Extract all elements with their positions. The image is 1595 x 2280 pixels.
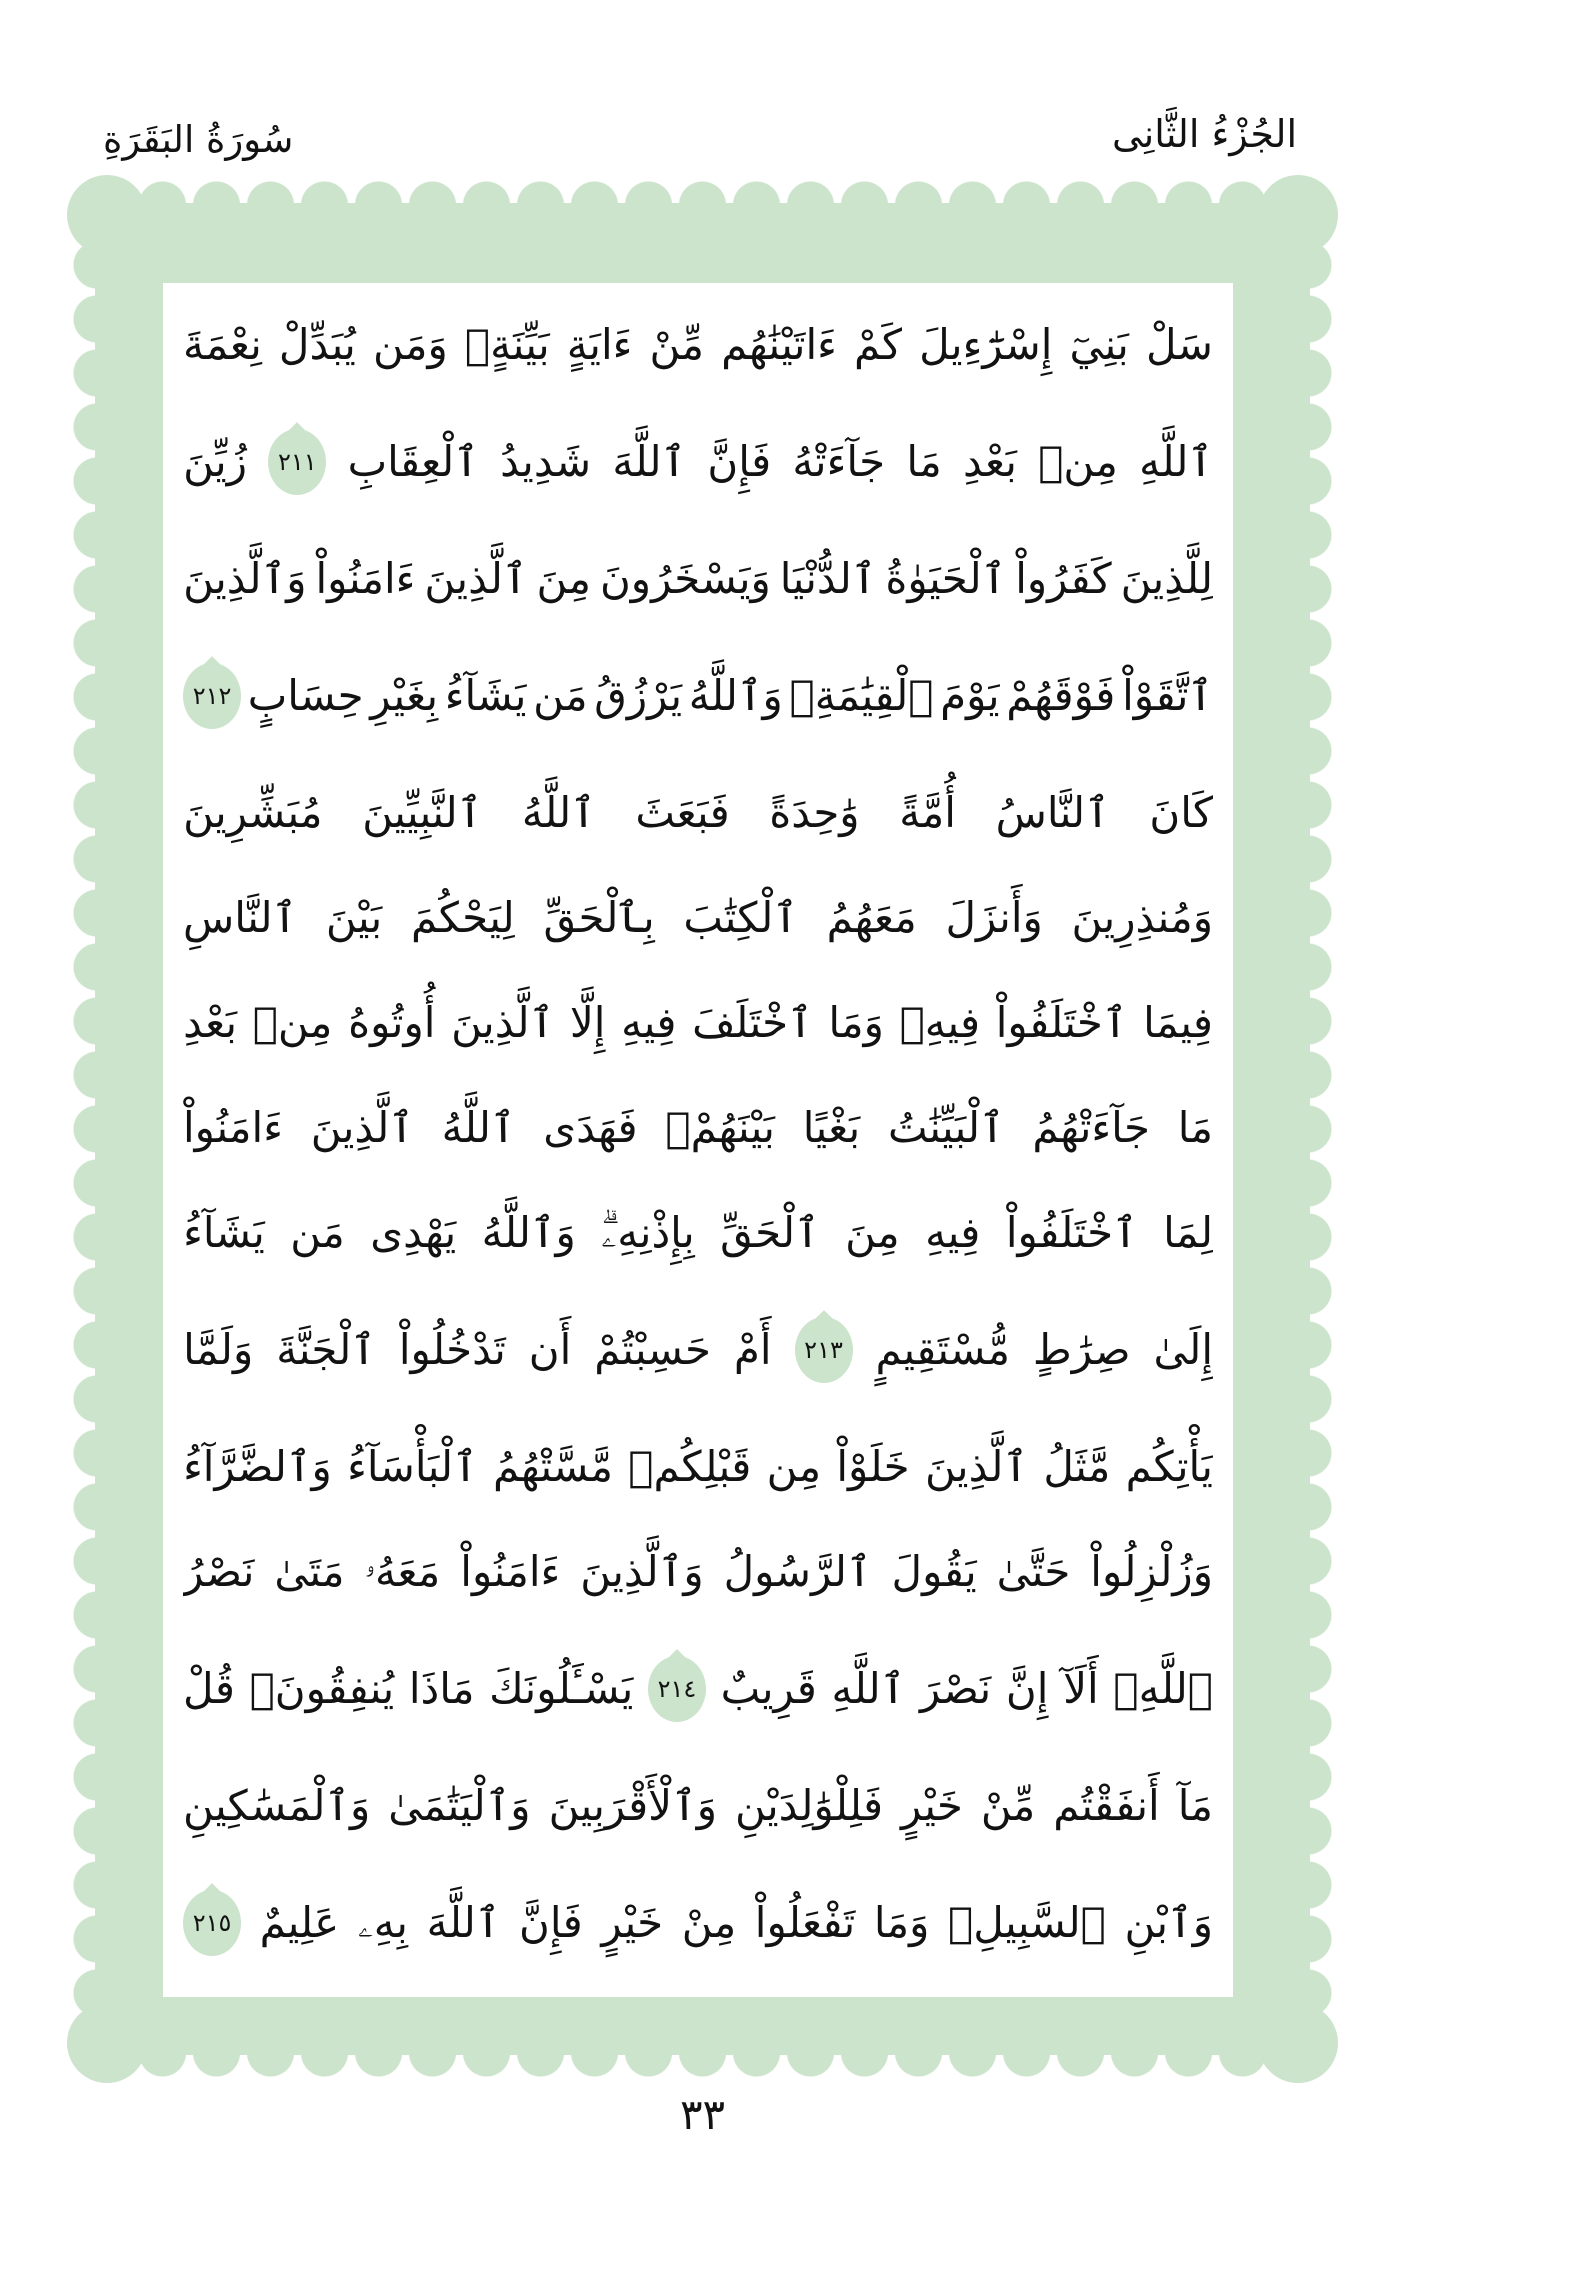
quran-word: ءَايَةٍ bbox=[566, 320, 633, 370]
quran-word: حِسَابٍ bbox=[247, 671, 364, 721]
quran-word: فَوْقَهُمْ bbox=[1006, 671, 1116, 721]
frame-corner-ornament bbox=[67, 2003, 147, 2083]
quran-word: ٱلدُّنْيَا bbox=[779, 554, 877, 604]
scallop-edge-top bbox=[109, 181, 1296, 205]
verse-end-marker bbox=[183, 663, 241, 729]
quran-word: مَاذَا bbox=[408, 1663, 475, 1713]
quran-word: ٱلَّذِينَ bbox=[924, 1441, 1029, 1491]
quran-word: فَبَعَثَ bbox=[635, 788, 730, 838]
quran-word: مَّسَّتْهُمُ bbox=[493, 1441, 613, 1491]
quran-word: صِرَٰطٍ bbox=[1032, 1324, 1131, 1374]
quran-word: حَسِبْتُمْ bbox=[594, 1324, 711, 1374]
quran-word: شَدِيدُ bbox=[500, 437, 592, 487]
quran-word: يُبَدِّلْ bbox=[278, 320, 356, 370]
quran-word: فَلِلْوَٰلِدَيْنِ bbox=[734, 1780, 884, 1830]
quran-word: ٱلنَّاسِ bbox=[183, 893, 298, 943]
quran-word: بَعْدِ bbox=[183, 998, 238, 1048]
quran-line bbox=[183, 761, 1213, 866]
quran-word: أَمْ bbox=[733, 1324, 772, 1374]
quran-word: يَرْزُقُ bbox=[594, 671, 683, 721]
quran-word: يَهْدِى bbox=[370, 1207, 457, 1257]
quran-word: فَإِنَّ bbox=[519, 1897, 583, 1947]
quran-word: خَيْرٍ bbox=[901, 1780, 963, 1830]
quran-word: ٱللَّهِ bbox=[831, 1663, 906, 1713]
quran-word: ٱلنَّاسُ bbox=[995, 788, 1110, 838]
quran-word: وَٱللَّهُ bbox=[481, 1207, 576, 1257]
quran-word: نِعْمَةَ bbox=[183, 320, 262, 370]
quran-word: ٱلَّذِينَ bbox=[451, 998, 555, 1048]
verse-number: ٢١٥ bbox=[192, 1908, 232, 1937]
page-number: ٣٣ bbox=[679, 2090, 726, 2139]
quran-word: مُّسْتَقِيمٍ bbox=[875, 1324, 1010, 1374]
verse-number: ٢١١ bbox=[277, 448, 317, 477]
quran-line bbox=[183, 1076, 1213, 1181]
quran-word: بِإِذْنِهِۦۗ bbox=[601, 1207, 695, 1257]
quran-line bbox=[183, 1519, 1213, 1624]
quran-word: ٱخْتَلَفُواْ bbox=[995, 998, 1128, 1048]
verse-number: ٢١٤ bbox=[657, 1674, 697, 1703]
quran-line bbox=[183, 1414, 1213, 1519]
quran-word: بَعْدِ bbox=[962, 437, 1017, 487]
quran-word: تَدْخُلُواْ bbox=[398, 1324, 506, 1374]
quran-word: إِسْرَٰٓءِيلَ bbox=[919, 320, 1053, 370]
quran-line bbox=[183, 1285, 1213, 1414]
quran-word: ٱلْجَنَّةَ bbox=[276, 1324, 376, 1374]
quran-word: ٱخْتَلَفَ bbox=[692, 998, 813, 1048]
verse-end-marker bbox=[268, 429, 326, 495]
quran-text-area bbox=[163, 283, 1233, 1997]
quran-word: ءَاتَيْنَٰهُم bbox=[721, 320, 837, 370]
marker-tip-ornament bbox=[667, 1649, 687, 1669]
quran-word: لِلَّذِينَ bbox=[1120, 554, 1213, 604]
quran-word: ٱللَّهِۗ bbox=[1113, 1663, 1213, 1713]
quran-word: بِٱلْحَقِّ bbox=[543, 893, 655, 943]
quran-word: ٱلْحَقِّ bbox=[720, 1207, 820, 1257]
frame-corner-ornament bbox=[1258, 2003, 1338, 2083]
quran-line bbox=[183, 1181, 1213, 1286]
quran-word: مَآ bbox=[1177, 1780, 1213, 1830]
quran-word: ٱلرَّسُولُ bbox=[723, 1546, 872, 1596]
quran-word: عَلِيمٌ bbox=[259, 1897, 340, 1947]
quran-word: مِنَ bbox=[536, 554, 591, 604]
quran-word: قُلْ bbox=[183, 1663, 235, 1713]
quran-word: ٱلْبَأْسَآءُ bbox=[347, 1441, 478, 1491]
quran-word: وَٱلَّذِينَ bbox=[183, 554, 307, 604]
quran-word: زُيِّنَ bbox=[183, 437, 248, 487]
quran-word: وَمُنذِرِينَ bbox=[1071, 893, 1213, 943]
juz-title: الجُزْءُ الثَّانِى bbox=[1112, 112, 1298, 156]
quran-line bbox=[183, 632, 1213, 761]
quran-word: وَٱبْنِ bbox=[1124, 1897, 1213, 1947]
quran-word: ٱلْقِيَٰمَةِۗ bbox=[789, 671, 934, 721]
quran-word: ءَامَنُواْ bbox=[183, 1103, 283, 1153]
scallop-edge-right bbox=[1308, 217, 1332, 2041]
decorative-border-frame bbox=[95, 203, 1310, 2055]
quran-word: مَن bbox=[533, 671, 588, 721]
quran-word: ٱلَّذِينَ bbox=[424, 554, 528, 604]
quran-word: مَا bbox=[1177, 1103, 1213, 1153]
quran-word: كَانَ bbox=[1149, 788, 1213, 838]
quran-word: مِّنْ bbox=[649, 320, 704, 370]
quran-word: مَا bbox=[906, 437, 942, 487]
quran-word: خَيْرٍ bbox=[601, 1897, 664, 1947]
quran-word: قَبْلِكُمۖ bbox=[628, 1441, 752, 1491]
quran-word: بَغْيًا bbox=[802, 1103, 861, 1153]
quran-word: مَن bbox=[290, 1207, 345, 1257]
quran-word: فَهَدَى bbox=[543, 1103, 638, 1153]
scallop-edge-left bbox=[73, 217, 97, 2041]
surah-title: سُورَةُ البَقَرَةِ bbox=[103, 118, 294, 161]
quran-word: وَٱلْيَتَٰمَىٰ bbox=[388, 1780, 531, 1830]
quran-word: وَٱلْمَسَٰكِينِ bbox=[183, 1780, 371, 1830]
quran-word: فِيمَا bbox=[1143, 998, 1213, 1048]
quran-word: فَإِنَّ bbox=[707, 437, 772, 487]
quran-word: ٱخْتَلَفُواْ bbox=[1005, 1207, 1138, 1257]
quran-word: يُنفِقُونَۖ bbox=[249, 1663, 395, 1713]
quran-word: وَمَا bbox=[828, 998, 884, 1048]
quran-line bbox=[183, 293, 1213, 398]
quran-word: يَوْمَ bbox=[940, 671, 1000, 721]
quran-word: أَنفَقْتُم bbox=[1053, 1780, 1160, 1830]
quran-word: إِنَّ bbox=[1005, 1663, 1049, 1713]
frame-corner-ornament bbox=[67, 175, 147, 255]
quran-word: ءَامَنُواْ bbox=[315, 554, 416, 604]
marker-tip-ornament bbox=[814, 1310, 834, 1330]
quran-word: مِّنْ bbox=[980, 1780, 1036, 1830]
quran-word: مَعَهُۥ bbox=[364, 1546, 441, 1596]
verse-number: ٢١٣ bbox=[804, 1335, 843, 1364]
quran-line bbox=[183, 1624, 1213, 1753]
quran-word: ٱللَّهَ bbox=[426, 1897, 501, 1947]
quran-word: سَلْ bbox=[1146, 320, 1213, 370]
verse-end-marker bbox=[648, 1656, 706, 1722]
quran-word: أُمَّةً bbox=[899, 788, 956, 838]
quran-word: ٱللَّهُ bbox=[441, 1103, 516, 1153]
quran-line bbox=[183, 971, 1213, 1076]
quran-word: جَآءَتْهُمُ bbox=[1032, 1103, 1150, 1153]
quran-line bbox=[183, 866, 1213, 971]
quran-word: حَتَّىٰ bbox=[996, 1546, 1071, 1596]
quran-word: فِيهِ bbox=[925, 1207, 981, 1257]
scallop-edge-bottom bbox=[109, 2053, 1296, 2077]
quran-word: بَيْنَهُمْۖ bbox=[665, 1103, 775, 1153]
quran-word: ٱللَّهَ bbox=[612, 437, 687, 487]
quran-word: ءَامَنُواْ bbox=[460, 1546, 561, 1596]
quran-word: كَمْ bbox=[854, 320, 902, 370]
quran-word: ٱلْعِقَابِ bbox=[347, 437, 479, 487]
quran-word: مُبَشِّرِينَ bbox=[183, 788, 323, 838]
quran-line bbox=[183, 1753, 1213, 1858]
quran-word: بَنِيٓ bbox=[1069, 320, 1129, 370]
quran-word: يَقُولَ bbox=[891, 1546, 977, 1596]
quran-word: ٱلْحَيَوٰةُ bbox=[885, 554, 1007, 604]
quran-word: بِغَيْرِ bbox=[370, 671, 439, 721]
quran-word: خَلَوْاْ bbox=[836, 1441, 910, 1491]
quran-word: وَٱللَّهُ bbox=[688, 671, 783, 721]
quran-word: إِلَّا bbox=[569, 998, 606, 1048]
quran-word: نَصْرُ bbox=[183, 1546, 255, 1596]
quran-word: تَفْعَلُواْ bbox=[754, 1897, 856, 1947]
quran-word: ٱلنَّبِيِّينَ bbox=[362, 788, 483, 838]
quran-word: وَزُلْزِلُواْ bbox=[1090, 1546, 1213, 1596]
quran-word: مَتَىٰ bbox=[274, 1546, 345, 1596]
quran-word: لِيَحْكُمَ bbox=[410, 893, 515, 943]
quran-word: وَٱلْأَقْرَبِينَ bbox=[548, 1780, 717, 1830]
quran-line bbox=[183, 398, 1213, 527]
quran-word: ٱللَّهُ bbox=[521, 788, 596, 838]
verse-end-marker bbox=[183, 1890, 241, 1956]
quran-word: مِنۢ bbox=[1038, 437, 1118, 487]
quran-word: قَرِيبٌ bbox=[720, 1663, 817, 1713]
quran-word: أَن bbox=[528, 1324, 572, 1374]
quran-word: بَيِّنَةٍۗ bbox=[464, 320, 550, 370]
quran-word: وَيَسْخَرُونَ bbox=[599, 554, 771, 604]
quran-word: مِنۢ bbox=[252, 998, 333, 1048]
quran-word: أُوتُوهُ bbox=[348, 998, 436, 1048]
quran-word: كَفَرُواْ bbox=[1015, 554, 1112, 604]
quran-line bbox=[183, 527, 1213, 632]
quran-word: مِنَ bbox=[845, 1207, 900, 1257]
quran-word: فِيهِۚ bbox=[899, 998, 981, 1048]
quran-word: ٱلَّذِينَ bbox=[310, 1103, 414, 1153]
quran-line bbox=[183, 1858, 1213, 1987]
quran-word: وَٰحِدَةً bbox=[769, 788, 860, 838]
quran-word: وَلَمَّا bbox=[183, 1324, 254, 1374]
frame-corner-ornament bbox=[1258, 175, 1338, 255]
quran-word: ٱلسَّبِيلِۗ bbox=[948, 1897, 1106, 1947]
quran-word: وَمَا bbox=[873, 1897, 930, 1947]
quran-word: إِلَىٰ bbox=[1153, 1324, 1213, 1374]
quran-word: ٱلْكِتَٰبَ bbox=[683, 893, 798, 943]
quran-word: مِنْ bbox=[681, 1897, 737, 1947]
quran-word: يَسْـَٔلُونَكَ bbox=[489, 1663, 634, 1713]
quran-word: ٱتَّقَوْاْ bbox=[1122, 671, 1213, 721]
verse-number: ٢١٢ bbox=[192, 682, 232, 711]
quran-word: يَشَآءُ bbox=[183, 1207, 265, 1257]
quran-word: جَآءَتْهُ bbox=[792, 437, 886, 487]
quran-word: بَيْنَ bbox=[325, 893, 383, 943]
quran-word: وَٱلَّذِينَ bbox=[580, 1546, 704, 1596]
verse-end-marker bbox=[795, 1317, 853, 1383]
quran-word: مَعَهُمُ bbox=[826, 893, 917, 943]
quran-word: أَلَآ bbox=[1063, 1663, 1099, 1713]
quran-word: فِيهِ bbox=[621, 998, 677, 1048]
quran-word: مَّثَلُ bbox=[1043, 1441, 1111, 1491]
marker-tip-ornament bbox=[202, 656, 222, 676]
quran-word: يَأْتِكُم bbox=[1125, 1441, 1213, 1491]
quran-word: وَٱلضَّرَّآءُ bbox=[183, 1441, 332, 1491]
quran-word: وَمَن bbox=[372, 320, 448, 370]
quran-word: بِهِۦ bbox=[357, 1897, 408, 1947]
marker-tip-ornament bbox=[202, 1883, 222, 1903]
quran-word: ٱللَّهِ bbox=[1139, 437, 1213, 487]
marker-tip-ornament bbox=[287, 423, 307, 443]
quran-word: لِمَا bbox=[1163, 1207, 1213, 1257]
quran-word: يَشَآءُ bbox=[444, 671, 527, 721]
quran-word: مِن bbox=[766, 1441, 822, 1491]
quran-word: نَصْرَ bbox=[919, 1663, 992, 1713]
quran-word: ٱلْبَيِّنَٰتُ bbox=[887, 1103, 1005, 1153]
quran-word: وَأَنزَلَ bbox=[945, 893, 1043, 943]
